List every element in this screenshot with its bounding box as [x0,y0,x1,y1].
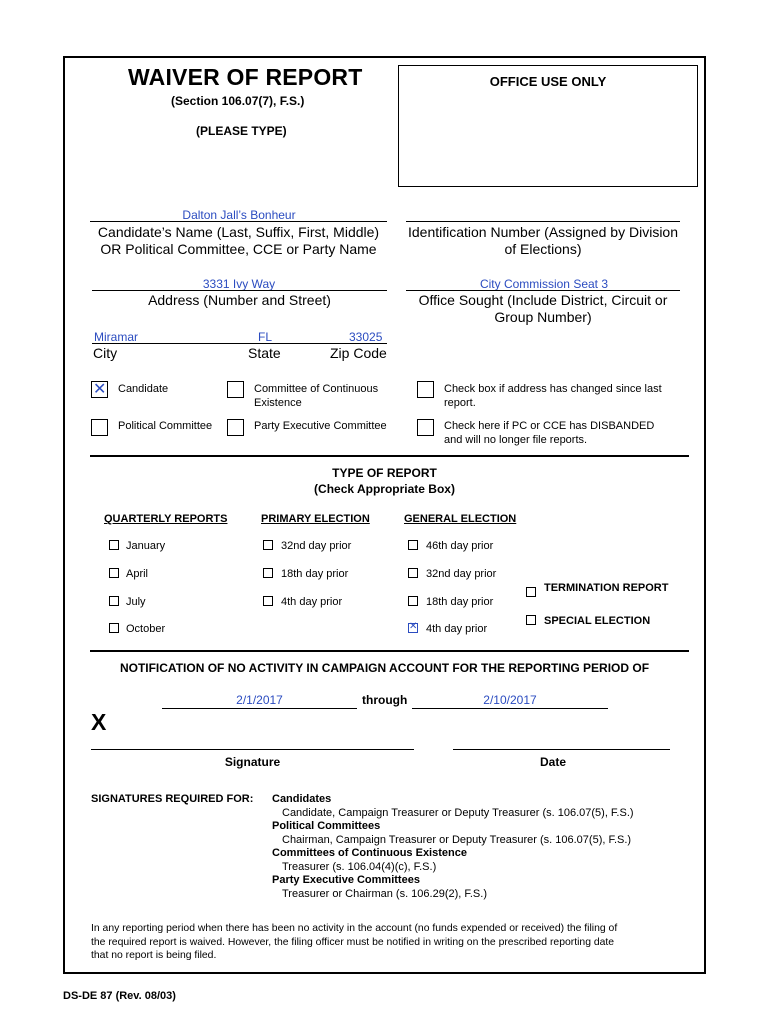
address-label: Address (Number and Street) [148,292,331,308]
primary-4th-label: 4th day prior [281,596,343,608]
statute-reference: (Section 106.07(7), F.S.) [171,94,305,108]
from-date-line [162,708,357,709]
termination-report-checkbox[interactable] [526,587,536,597]
political-committee-checkbox[interactable] [91,419,108,436]
primary-32nd-checkbox[interactable] [263,540,273,550]
state-field[interactable]: FL [258,330,273,344]
general-46th-checkbox[interactable] [408,540,418,550]
identification-number-label: Identification Number (Assigned by Division of Elections) [407,224,678,257]
office-sought-line [406,290,680,291]
cce-checkbox[interactable] [227,381,244,398]
party-executive-label: Party Executive Committee [254,420,387,432]
cce-checkbox-label: Committee of Continuous Existence [254,383,379,409]
requirements-list: Candidates Candidate, Campaign Treasurer or Deputy Treasurer (s. 106.07(5), F.S.) Political Committees Chairman, Campaign Treasurer or Deputy Treasurer (s. 106.07(5), F.S.) Committees of Continuous Existence Treasurer (s. 106.04(4)(c), F.S.) Party Executive Committees Treasurer or Chairman (s. 106.29(2), F.S.) [272,793,634,900]
office-sought-label: Office Sought (Include District, Circuit or Group Number) [418,292,668,325]
candidate-checkbox-label: Candidate [118,383,169,395]
address-field[interactable]: 3331 Ivy Way [202,277,276,291]
to-date-line [412,708,608,709]
city-label: City [93,345,118,361]
disbanded-label: Check here if PC or CCE has DISBANDED and will no longer file reports. [444,420,655,446]
date-label: Date [539,755,566,769]
quarterly-april-label: April [126,568,149,580]
primary-4th-checkbox[interactable] [263,596,273,606]
signature-line[interactable] [91,749,414,750]
city-field[interactable]: Miramar [94,330,138,344]
candidate-checkbox[interactable] [91,381,108,398]
termination-report-label: TERMINATION REPORT [544,582,669,594]
general-32nd-checkbox[interactable] [408,568,418,578]
general-18th-label: 18th day prior [426,596,494,608]
political-committee-label: Political Committee [118,420,213,432]
party-executive-checkbox[interactable] [227,419,244,436]
section-divider-2 [90,650,689,652]
primary-32nd-label: 32nd day prior [281,540,352,552]
identification-number-line [406,221,680,222]
general-4th-label: 4th day prior [426,623,488,635]
general-18th-checkbox[interactable] [408,596,418,606]
to-date-field[interactable]: 2/10/2017 [483,693,537,707]
special-election-label: SPECIAL ELECTION [544,615,651,627]
through-label: through [362,693,408,707]
notification-heading: NOTIFICATION OF NO ACTIVITY IN CAMPAIGN ACCOUNT FOR THE REPORTING PERIOD OF [119,661,650,675]
candidate-name-line [90,221,387,222]
quarterly-october-checkbox[interactable] [109,623,119,633]
quarterly-october-label: October [126,623,166,635]
date-line[interactable] [453,749,670,750]
office-use-label: OFFICE USE ONLY [489,74,607,89]
signature-label: Signature [224,755,281,769]
section-divider [90,455,689,457]
quarterly-july-label: July [126,596,146,608]
address-changed-checkbox[interactable] [417,381,434,398]
signature-x-mark: X [91,709,107,735]
zip-label: Zip Code [330,345,387,361]
form-id: DS-DE 87 (Rev. 08/03) [63,990,176,1002]
candidate-name-label: Candidate’s Name (Last, Suffix, First, Middle) OR Political Committee, CCE or Party Name [97,224,380,257]
quarterly-header: QUARTERLY REPORTS [104,513,228,525]
quarterly-april-checkbox[interactable] [109,568,119,578]
please-type-note: (PLEASE TYPE) [196,124,287,138]
form-title: WAIVER OF REPORT [128,64,363,90]
zip-field[interactable]: 33025 [349,330,383,344]
signatures-required-heading: SIGNATURES REQUIRED FOR: [91,793,254,805]
waiver-note: In any reporting period when there has been no activity in the account (no funds expended or received) the filing of the required report is waived. However, the filing officer must be notified in writing on the prescribed reporting date that no report is being filed. [91,923,618,961]
general-46th-label: 46th day prior [426,540,494,552]
quarterly-july-checkbox[interactable] [109,596,119,606]
general-header: GENERAL ELECTION [404,513,517,525]
general-4th-checkbox[interactable] [408,623,418,633]
quarterly-january-label: January [126,540,166,552]
primary-header: PRIMARY ELECTION [261,513,370,525]
report-type-title: TYPE OF REPORT [332,466,437,480]
address-line [92,290,387,291]
special-election-checkbox[interactable] [526,615,536,625]
general-32nd-label: 32nd day prior [426,568,497,580]
address-changed-label: Check box if address has changed since last report. [444,383,662,409]
quarterly-january-checkbox[interactable] [109,540,119,550]
office-use-box [398,65,698,187]
from-date-field[interactable]: 2/1/2017 [236,693,283,707]
primary-18th-label: 18th day prior [281,568,349,580]
report-type-subtitle: (Check Appropriate Box) [314,482,455,496]
state-label: State [248,345,281,361]
office-sought-field[interactable]: City Commission Seat 3 [479,277,609,291]
disbanded-checkbox[interactable] [417,419,434,436]
primary-18th-checkbox[interactable] [263,568,273,578]
city-state-zip-line [92,343,387,344]
candidate-name-field[interactable]: Dalton Jall’s Bonheur [182,208,296,222]
